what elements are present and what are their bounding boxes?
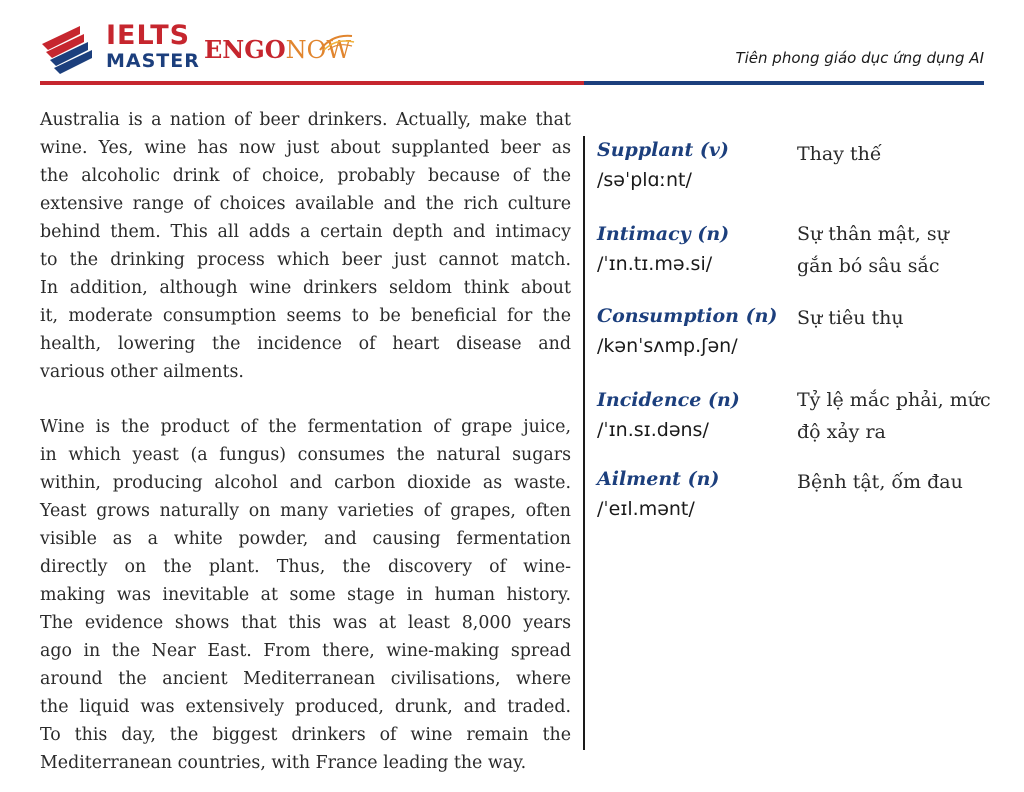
paragraph-2 <box>40 413 571 777</box>
vocab-entry-ailment <box>597 465 719 525</box>
vocab-ipa: /ˈɪn.tɪ.mə.si/ <box>597 253 713 275</box>
paragraph-line: the alcoholic drink of choice, probably because of the <box>40 166 571 186</box>
logo-engo-text: ENGO <box>204 35 286 64</box>
vocab-word: Ailment (n) <box>597 468 720 490</box>
paragraph-line: health, lowering the incidence of heart disease and <box>40 334 571 354</box>
logo-now-text: NOW <box>285 36 351 64</box>
logo-ielts-text: IELTS <box>106 20 191 51</box>
logo-master-text: MASTER <box>106 50 200 72</box>
tagline: Tiên phong giáo dục ứng dụng AI <box>735 49 984 67</box>
vocab-ipa: /ˈeɪl.mənt/ <box>597 498 695 520</box>
vocab-word: Incidence (n) <box>597 389 740 411</box>
vocab-entry-supplant <box>597 136 729 196</box>
vocab-word: Supplant (v) <box>597 139 729 161</box>
paragraph-line: To this day, the biggest drinkers of wine remain the <box>40 725 571 745</box>
vocab-entry-intimacy <box>597 220 729 280</box>
paragraph-line: behind them. This all adds a certain depth and intimacy <box>40 222 571 242</box>
vocab-ipa: /səˈplɑːnt/ <box>597 169 692 191</box>
vocab-meaning-line: Sự tiêu thụ <box>797 307 904 329</box>
vocab-word: Consumption (n) <box>597 305 778 327</box>
vocab-ipa: /kənˈsʌmp.ʃən/ <box>597 335 738 357</box>
vocab-meaning <box>797 302 997 334</box>
paragraph-line: In addition, although wine drinkers seldom think about <box>40 278 571 298</box>
sparkle-icon <box>318 30 356 52</box>
paragraph-line: in which yeast (a fungus) consumes the natural sugars <box>40 445 571 465</box>
header-rule-red <box>40 81 584 85</box>
paragraph-line: Australia is a nation of beer drinkers. Actually, make that <box>40 110 571 130</box>
paragraph-line: various other ailments. <box>40 362 244 382</box>
paragraph-line: making was inevitable at some stage in human history. <box>40 585 571 605</box>
paragraph-line: Mediterranean countries, with France leading the way. <box>40 753 527 773</box>
vocab-meaning-line: gắn bó sâu sắc <box>797 255 940 277</box>
vocab-meaning-line: độ xảy ra <box>797 421 886 443</box>
vocab-meaning-line: Sự thân mật, sự <box>797 223 949 245</box>
paragraph-line: Wine is the product of the fermentation of grape juice, <box>40 417 571 437</box>
paragraph-line: visible as a white powder, and causing fermentation <box>40 529 571 549</box>
vocab-meaning-line: Tỷ lệ mắc phải, mức <box>797 389 991 411</box>
vocabulary-list <box>597 0 997 792</box>
paragraph-line: within, producing alcohol and carbon dioxide as waste. <box>40 473 571 493</box>
vocab-meaning <box>797 384 997 448</box>
paragraph-line: ago in the Near East. From there, wine-making spread <box>40 641 571 661</box>
vocab-entry-consumption <box>597 302 777 362</box>
paragraph-line: around the ancient Mediterranean civilisations, where <box>40 669 571 689</box>
paragraph-1 <box>40 106 571 386</box>
paragraph-line: wine. Yes, wine has now just about supplanted beer as <box>40 138 571 158</box>
vocab-entry-incidence <box>597 386 740 446</box>
paragraph-line: it, moderate consumption seems to be beneficial for the <box>40 306 571 326</box>
paragraph-line: directly on the plant. Thus, the discovery of wine- <box>40 557 571 577</box>
vocab-meaning <box>797 218 997 282</box>
vocab-word: Intimacy (n) <box>597 223 730 245</box>
paragraph-line: to the drinking process which beer just cannot match. <box>40 250 571 270</box>
column-divider <box>583 136 585 750</box>
reading-passage <box>40 106 571 777</box>
vocab-meaning-line: Bệnh tật, ốm đau <box>797 471 963 493</box>
ielts-master-logo-icon <box>40 22 100 76</box>
paragraph-line: the liquid was extensively produced, drunk, and traded. <box>40 697 571 717</box>
vocab-ipa: /ˈɪn.sɪ.dəns/ <box>597 419 709 441</box>
vocab-meaning-line: Thay thế <box>797 143 882 165</box>
paragraph-line: The evidence shows that this was at least 8,000 years <box>40 613 571 633</box>
paragraph-line: Yeast grows naturally on many varieties of grapes, often <box>40 501 571 521</box>
paragraph-line: extensive range of choices available and the rich culture <box>40 194 571 214</box>
vocab-meaning <box>797 466 997 498</box>
vocab-meaning <box>797 138 997 170</box>
